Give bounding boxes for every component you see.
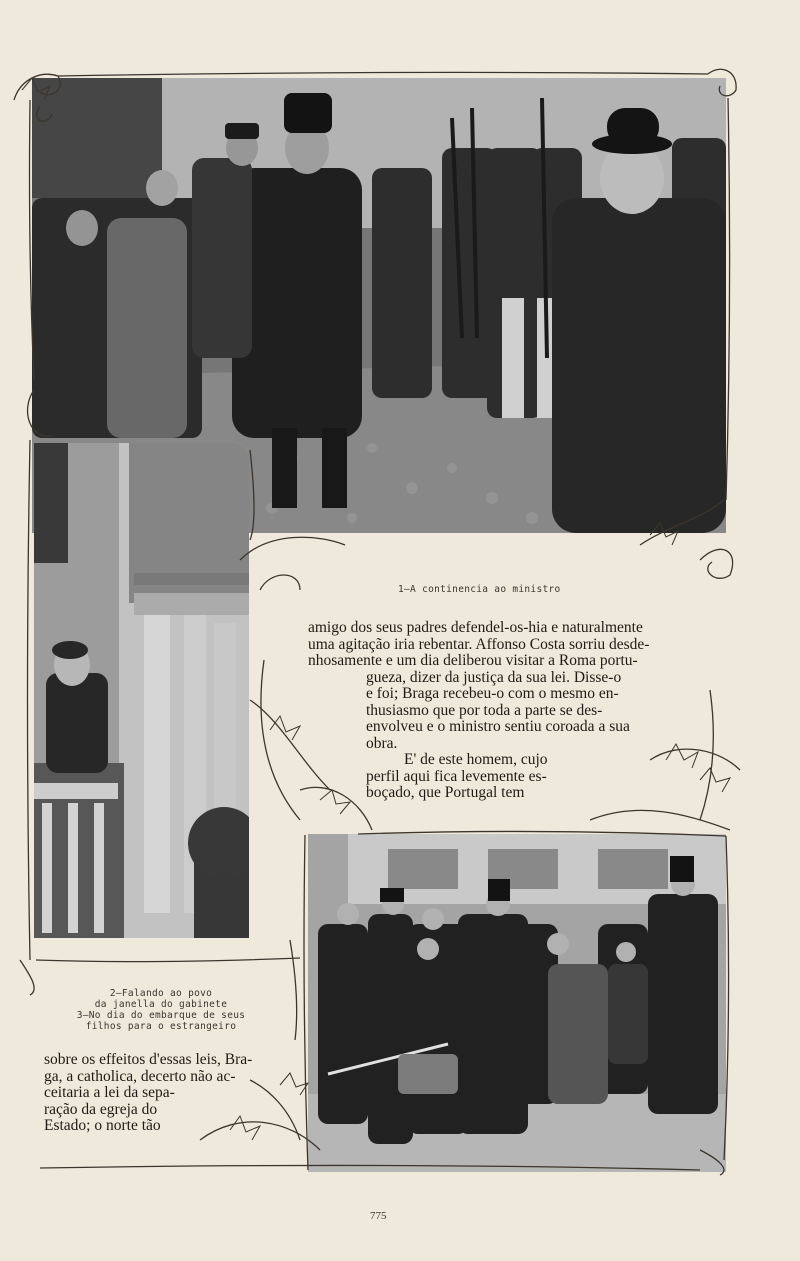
text-line: amigo dos seus padres defendel-os-hia e naturalmente [308,619,643,636]
text-line: E' de este homem, cujo [404,751,548,768]
text-line: obra. [366,734,398,752]
text-line: Estado; o norte tão [44,1117,161,1134]
caption-photo-1: 1—A continencia ao ministro [398,584,561,595]
body-text-main [308,620,738,802]
photo-speaking-from-window [34,443,249,938]
text-line: thusiasmo que por toda a parte se des- [366,701,603,719]
text-line: ceitaria a lei da sepa- [44,1084,175,1101]
photo-3-illustration [308,834,726,1172]
text-line: ga, a catholica, decerto não ac- [44,1067,236,1085]
page-number: 775 [370,1210,387,1222]
caption-photo-2-line-2: da janella do gabinete [94,999,228,1010]
text-line: boçado, que Portugal tem [366,784,525,801]
photo-2-illustration [34,443,249,938]
text-line: gueza, dizer da justiça da sua lei. Disse-o [366,668,622,686]
text-line: envolveu e o ministro sentiu coroada a sua [366,718,630,735]
body-text-left [44,1052,280,1135]
text-line: ração da egreja do [44,1100,158,1118]
text-line: uma agitação iria rebentar. Affonso Costa sorriu desde- [308,635,650,653]
text-line: perfil aqui fica levemente es- [366,767,547,785]
text-line: e foi; Braga recebeu-o com o mesmo en- [366,685,619,702]
text-line: nhosamente e um dia deliberou visitar a Roma portu- [308,652,638,669]
caption-photo-3-line-2: filhos para o estrangeiro [85,1021,237,1032]
text-line: sobre os effeitos d'essas leis, Bra- [44,1051,253,1068]
caption-photos-2-3 [66,988,256,1032]
photo-family-embarkation [308,834,726,1172]
caption-photo-3-line-1: 3—No dia do embarque de seus [76,1010,246,1021]
caption-photo-2-line-1: 2—Falando ao povo [109,988,213,999]
